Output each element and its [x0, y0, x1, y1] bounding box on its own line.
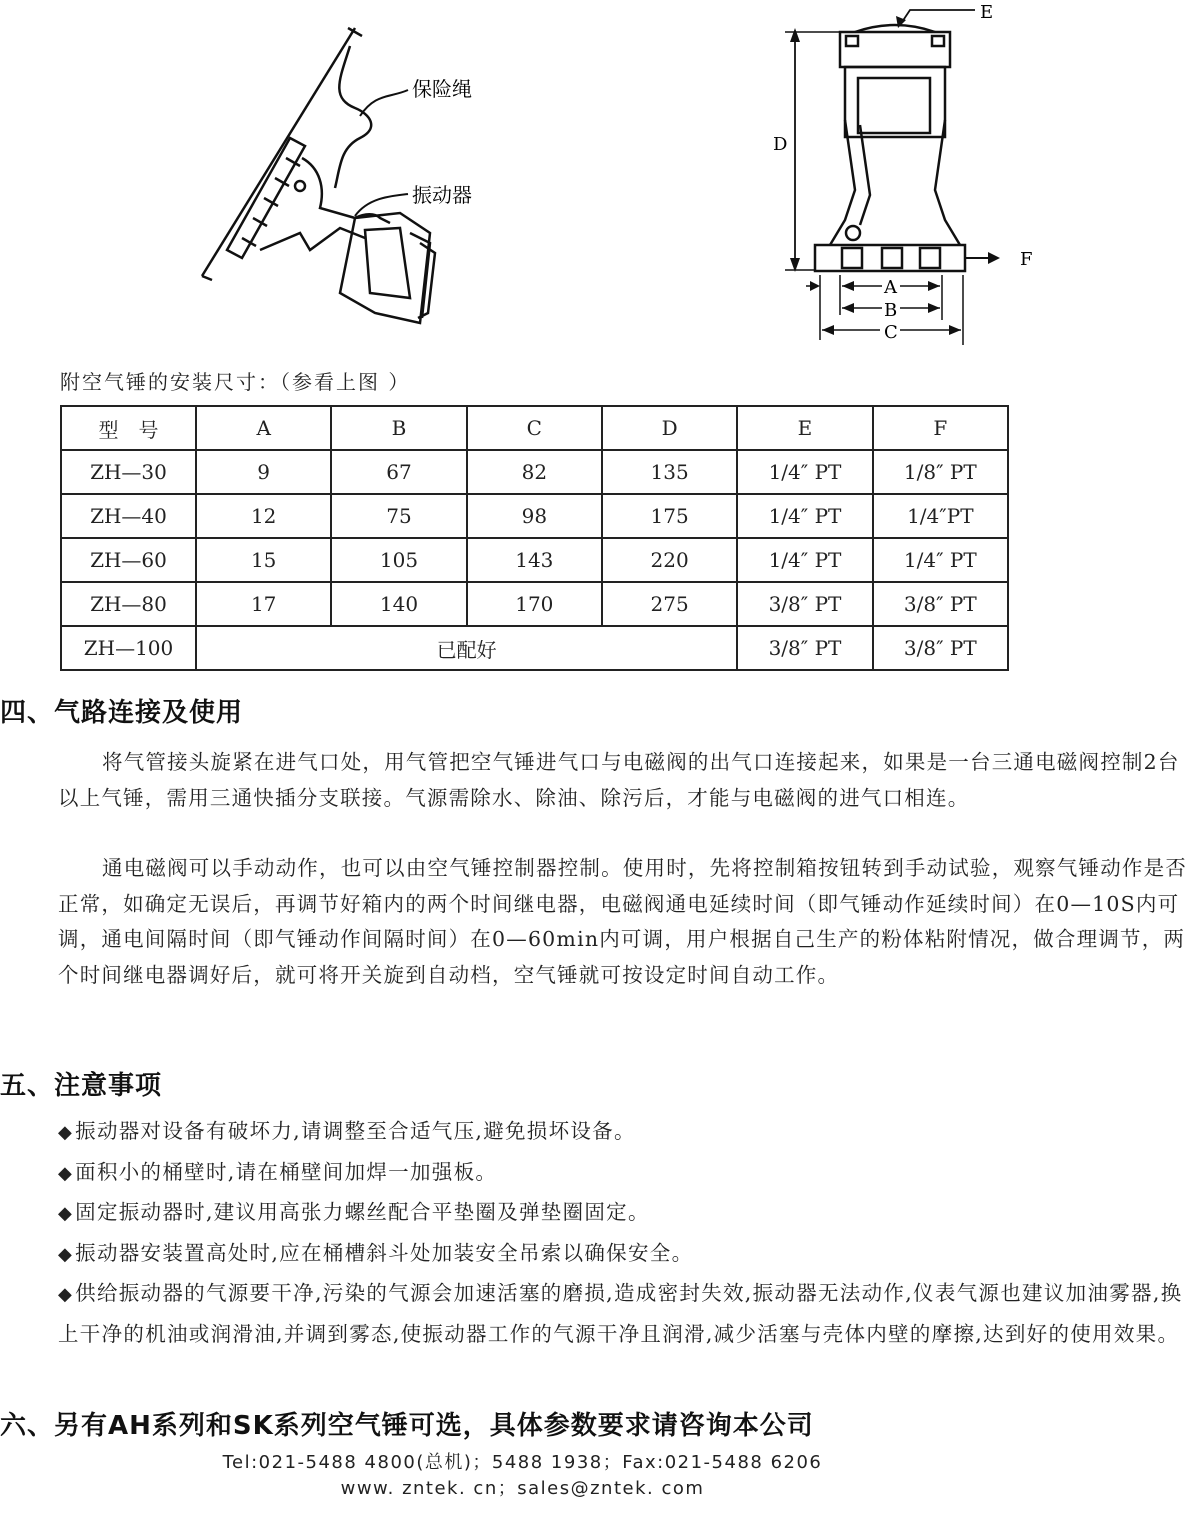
contact-phone-fax: Tel:021-5488 4800(总机)；5488 1938；Fax:021-5488 6206	[222, 1452, 823, 1473]
section-heading-5: 五、注意事项	[0, 1071, 163, 1101]
diamond-bullet-icon: ◆	[58, 1284, 74, 1305]
section4-paragraph-2: 通电磁阀可以手动动作，也可以由空气锤控制器控制。使用时，先将控制箱按钮转到手动试验，观察气锤动作是否正常，如确定无误后，再调节好箱内的两个时间继电器，电磁阀通电延续时间（即气锤动作延续时间）在0—10S内可调，通电间隔时间（即气锤动作间隔时间）在0—60min内可调，用户根据自己生产的粉体粘附情况，做合理调节，两个时间继电器调好后，就可将开关旋到自动档，空气锤就可按设定时间自动工作。	[58, 856, 1187, 987]
cell-model: ZH—60	[61, 538, 196, 582]
cell-e: 3/8″ PT	[737, 626, 872, 670]
dim-label-e: E	[980, 2, 994, 23]
cell-a: 17	[196, 582, 331, 626]
cell-f: 3/8″ PT	[873, 626, 1008, 670]
section-heading-6: 六、另有AH系列和SK系列空气锤可选，具体参数要求请咨询本公司	[0, 1411, 814, 1441]
cell-c: 143	[467, 538, 602, 582]
header-c: C	[467, 406, 602, 450]
cell-model: ZH—40	[61, 494, 196, 538]
cell-e: 1/4″ PT	[737, 538, 872, 582]
table-row	[61, 494, 1008, 538]
table-row	[61, 582, 1008, 626]
table-row	[61, 450, 1008, 494]
cell-model: ZH—100	[61, 626, 196, 670]
installation-diagram	[190, 18, 480, 338]
dim-label-a: A	[884, 277, 897, 298]
cell-b: 67	[331, 450, 466, 494]
notes-list	[58, 1112, 1190, 1354]
cell-model: ZH—80	[61, 582, 196, 626]
diamond-bullet-icon: ◆	[58, 1122, 74, 1143]
contact-web-email: www. zntek. cn；sales@zntek. com	[340, 1478, 705, 1499]
cell-model: ZH—30	[61, 450, 196, 494]
section-heading-4: 四、气路连接及使用	[0, 698, 244, 728]
list-item: ◆面积小的桶壁时,请在桶壁间加焊一加强板。	[58, 1159, 498, 1184]
cell-a: 12	[196, 494, 331, 538]
cell-e: 1/4″ PT	[737, 494, 872, 538]
cell-e: 1/4″ PT	[737, 450, 872, 494]
header-b: B	[331, 406, 466, 450]
diamond-bullet-icon: ◆	[58, 1203, 74, 1224]
header-d: D	[602, 406, 737, 450]
cell-b: 105	[331, 538, 466, 582]
label-vibrator: 振动器	[412, 183, 472, 207]
cell-c: 170	[467, 582, 602, 626]
cell-d: 275	[602, 582, 737, 626]
cell-f: 1/4″PT	[873, 494, 1008, 538]
cell-b: 140	[331, 582, 466, 626]
cell-b: 75	[331, 494, 466, 538]
cell-e: 3/8″ PT	[737, 582, 872, 626]
section4-paragraph-1: 将气管接头旋紧在进气口处，用气管把空气锤进气口与电磁阀的出气口连接起来，如果是一台三通电磁阀控制2台以上气锤，需用三通快插分支联接。气源需除水、除油、除污后，才能与电磁阀的进气口相连。	[58, 750, 1180, 810]
contact-info	[0, 1450, 1045, 1502]
list-item: ◆固定振动器时,建议用高张力螺丝配合平垫圈及弹垫圈固定。	[58, 1200, 650, 1224]
table-header-row	[61, 406, 1008, 450]
cell-a: 9	[196, 450, 331, 494]
list-item: ◆供给振动器的气源要干净,污染的气源会加速活塞的磨损,造成密封失效,振动器无法动作,仪表气源也建议加油雾器,换上干净的机油或润滑油,并调到雾态,使振动器工作的气源干净且润滑,减少活塞与壳体内壁的摩擦,达到好的使用效果。	[58, 1281, 1183, 1346]
list-item: ◆振动器安装置高处时,应在桶槽斜斗处加装安全吊索以确保安全。	[58, 1240, 694, 1265]
cell-merged: 已配好	[196, 626, 737, 670]
dim-label-f: F	[1020, 249, 1033, 270]
cell-a: 15	[196, 538, 331, 582]
cell-f: 1/8″ PT	[873, 450, 1008, 494]
table-caption: 附空气锤的安装尺寸：（参看上图 ）	[60, 370, 411, 394]
cell-d: 220	[602, 538, 737, 582]
cell-c: 82	[467, 450, 602, 494]
diamond-bullet-icon: ◆	[58, 1162, 74, 1184]
table-row	[61, 538, 1008, 582]
spec-table	[60, 405, 1009, 671]
dim-label-c: C	[884, 322, 898, 343]
diamond-bullet-icon: ◆	[58, 1243, 74, 1265]
header-a: A	[196, 406, 331, 450]
dimension-diagram	[770, 0, 1060, 350]
cell-d: 135	[602, 450, 737, 494]
dim-label-b: B	[884, 300, 898, 321]
cell-d: 175	[602, 494, 737, 538]
dim-label-d: D	[773, 134, 788, 155]
header-e: E	[737, 406, 872, 450]
list-item: ◆振动器对设备有破坏力,请调整至合适气压,避免损坏设备。	[58, 1119, 636, 1143]
cell-f: 1/4″ PT	[873, 538, 1008, 582]
cell-c: 98	[467, 494, 602, 538]
table-row	[61, 626, 1008, 670]
cell-f: 3/8″ PT	[873, 582, 1008, 626]
label-rope: 保险绳	[412, 77, 472, 101]
header-f: F	[873, 406, 1008, 450]
header-model: 型 号	[61, 406, 196, 450]
